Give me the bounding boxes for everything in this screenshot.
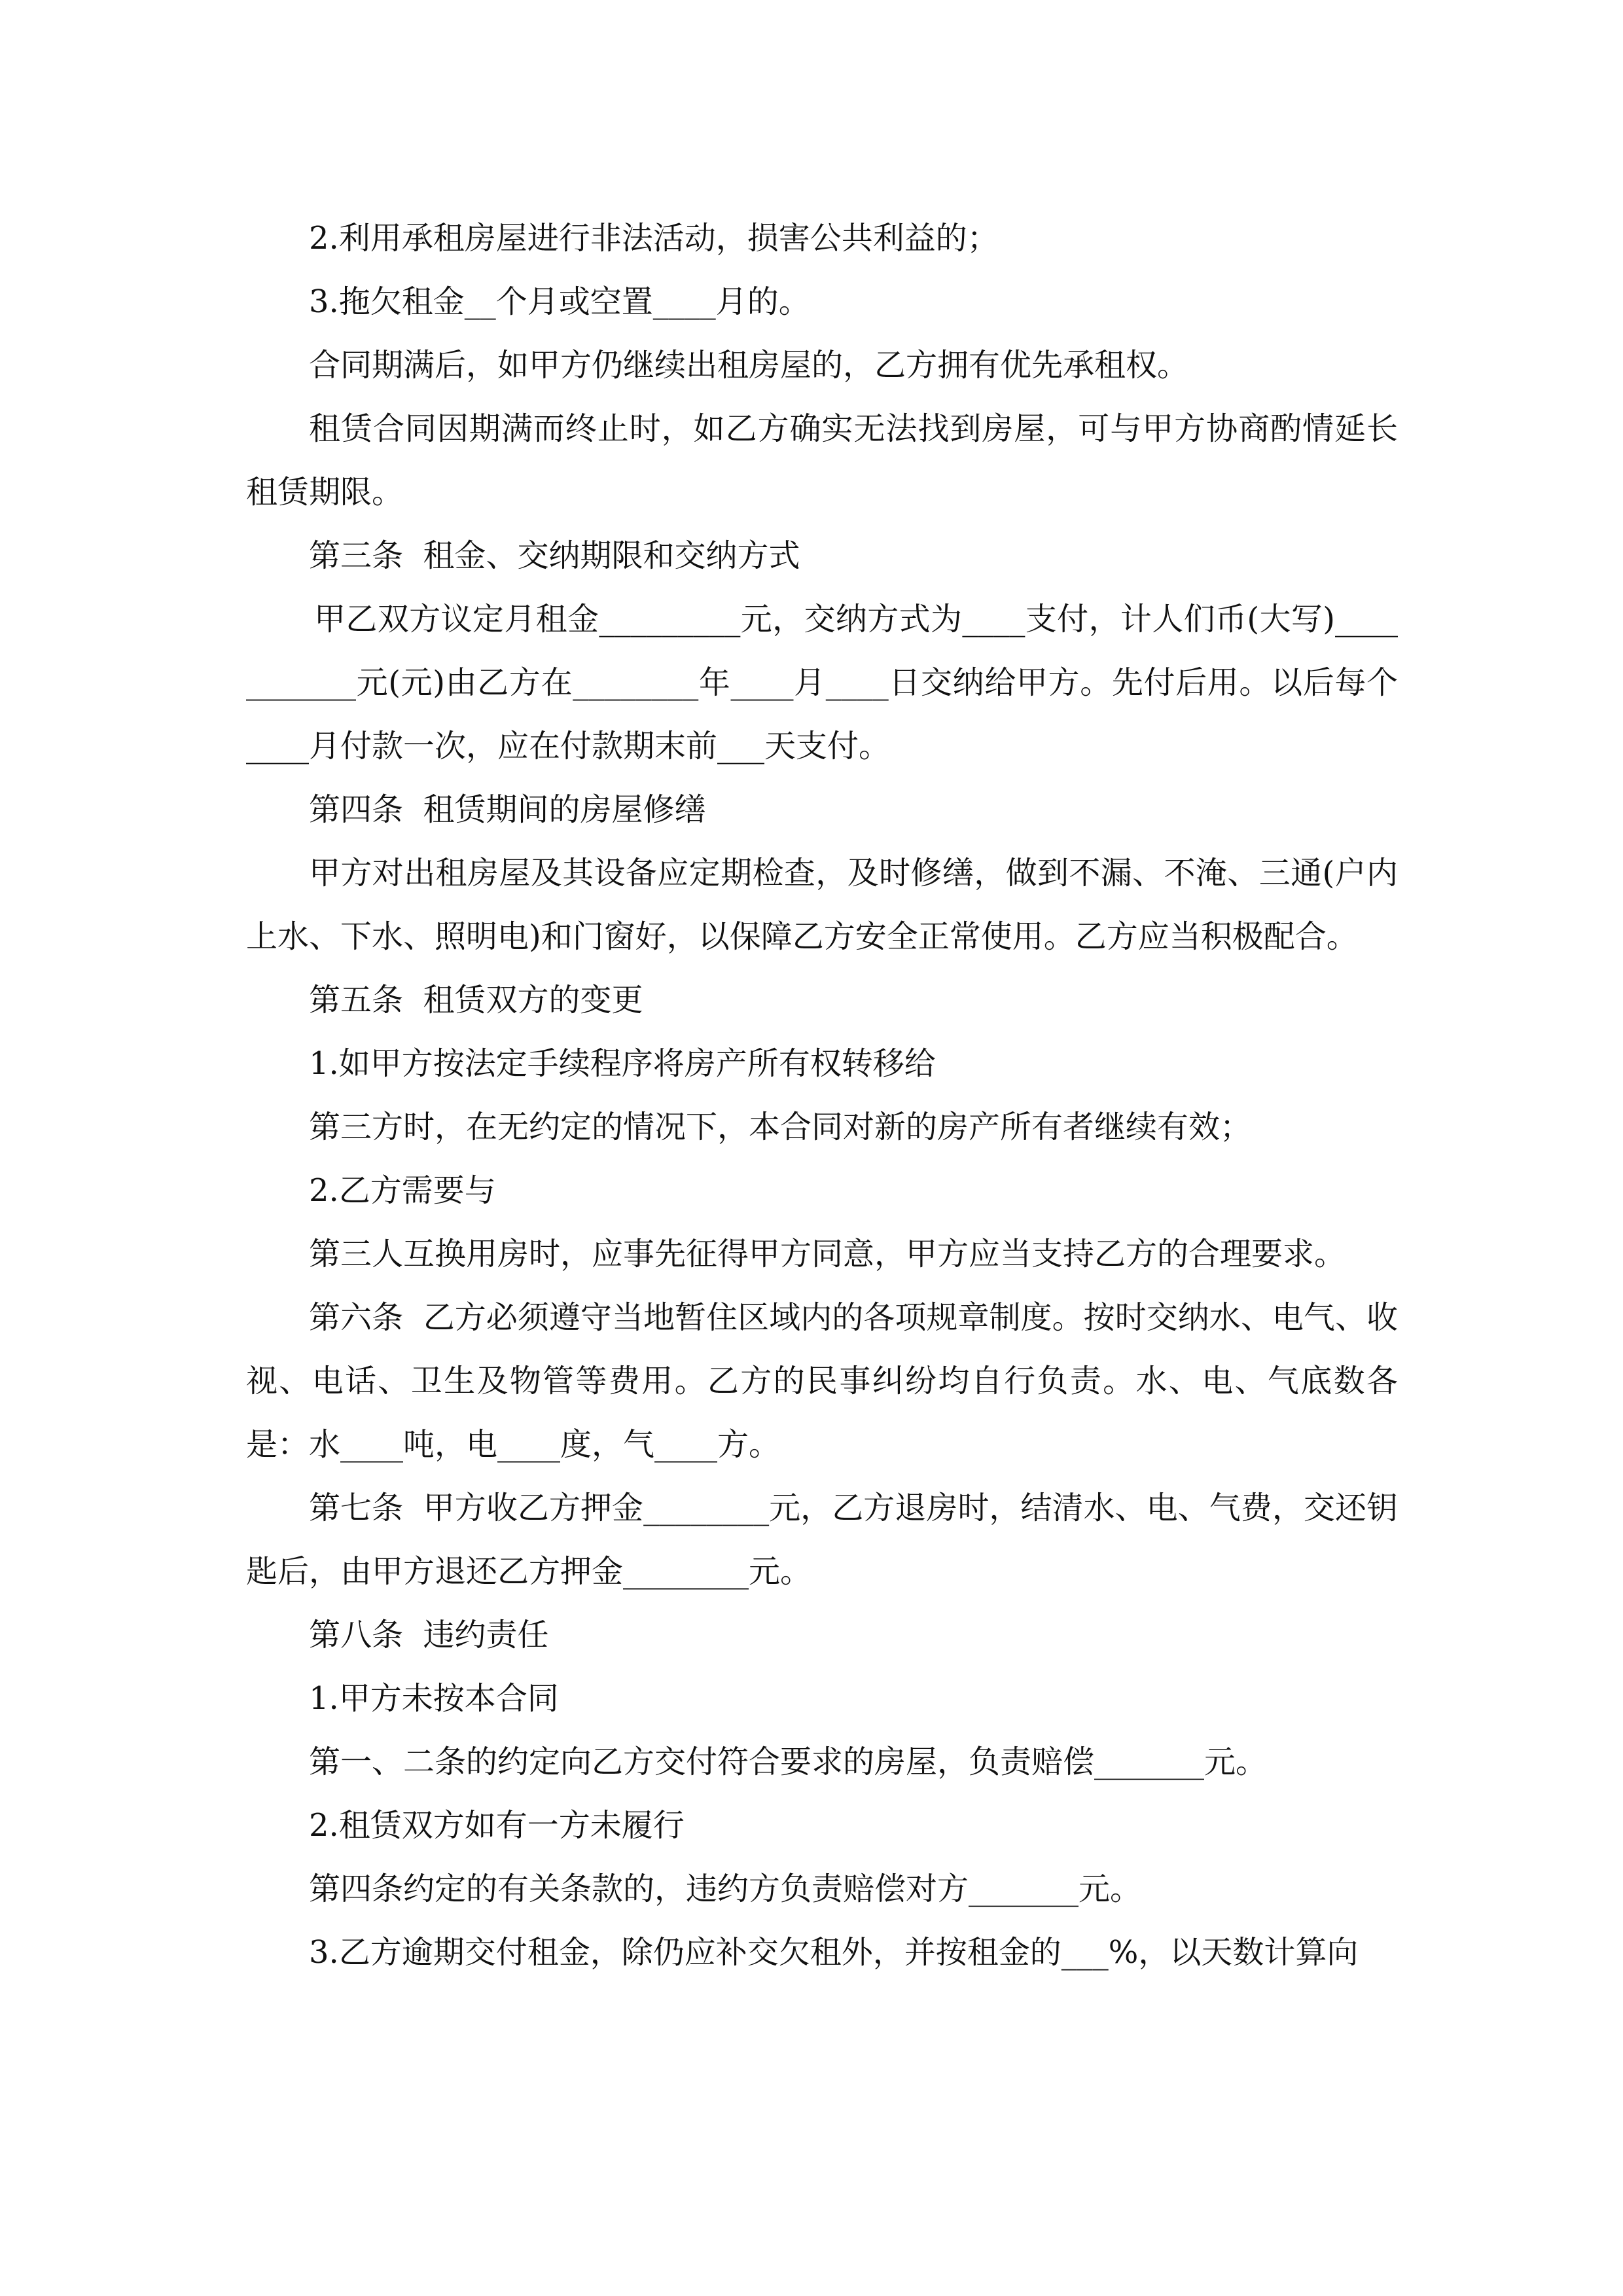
paragraph-article-6: 第六条 乙方必须遵守当地暂住区域内的各项规章制度。按时交纳水、电气、收视、电话、卫生及物管等费用。乙方的民事纠纷均自行负责。水、电、气底数各是：水____吨，电____度，气____方。 xyxy=(246,1299,1398,1463)
paragraph-renewal-priority: 合同期满后，如甲方仍继续出租房屋的，乙方拥有优先承租权。 xyxy=(309,347,1189,384)
paragraph-third-party-exchange: 第三人互换用房时，应事先征得甲方同意，甲方应当支持乙方的合理要求。 xyxy=(309,1236,1346,1272)
heading-article-8: 第八条 违约责任 xyxy=(309,1617,549,1653)
heading-article-5: 第五条 租赁双方的变更 xyxy=(309,982,643,1018)
paragraph-third-party-transfer: 第三方时，在无约定的情况下，本合同对新的房产所有者继续有效； xyxy=(309,1109,1252,1145)
paragraph-article-7: 第七条 甲方收乙方押金________元，乙方退房时，结清水、电、气费，交还钥匙后，由甲方退还乙方押金________元。 xyxy=(246,1490,1398,1590)
document-body xyxy=(246,207,1398,1984)
paragraph-clause-2-3: 3.拖欠租金__个月或空置____月的。 xyxy=(309,283,810,320)
paragraph-clause-5-2: 2.乙方需要与 xyxy=(309,1172,496,1209)
paragraph-clause-2-2: 2.利用承租房屋进行非法活动，损害公共利益的； xyxy=(309,220,999,257)
paragraph-clause-5-1: 1.如甲方按法定手续程序将房产所有权转移给 xyxy=(309,1045,936,1082)
paragraph-clause-8-1: 1.甲方未按本合同 xyxy=(309,1680,559,1717)
paragraph-term-extension: 租赁合同因期满而终止时，如乙方确实无法找到房屋，可与甲方协商酌情延长租赁期限。 xyxy=(246,410,1398,511)
paragraph-repairs: 甲方对出租房屋及其设备应定期检查，及时修缮，做到不漏、不淹、三通(户内上水、下水、照明电)和门窗好，以保障乙方安全正常使用。乙方应当积极配合。 xyxy=(246,855,1398,955)
paragraph-clause-8-2: 2.租赁双方如有一方未履行 xyxy=(309,1807,685,1844)
heading-article-3: 第三条 租金、交纳期限和交纳方式 xyxy=(309,537,800,574)
heading-article-4: 第四条 租赁期间的房屋修缮 xyxy=(309,791,706,828)
paragraph-compensation-1: 第一、二条的约定向乙方交付符合要求的房屋，负责赔偿_______元。 xyxy=(309,1744,1268,1780)
paragraph-compensation-2: 第四条约定的有关条款的，违约方负责赔偿对方_______元。 xyxy=(309,1871,1142,1907)
paragraph-clause-8-3: 3.乙方逾期交付租金，除仍应补交欠租外，并按租金的___%，以天数计算向 xyxy=(309,1934,1359,1971)
paragraph-rent-terms: 甲乙双方议定月租金_________元，交纳方式为____支付，计人们币(大写)___________元(元)由乙方在________年____月____日交纳给甲方。先付后用。以后每个____月付款一次，应在付款期末前___天支付。 xyxy=(246,601,1398,764)
